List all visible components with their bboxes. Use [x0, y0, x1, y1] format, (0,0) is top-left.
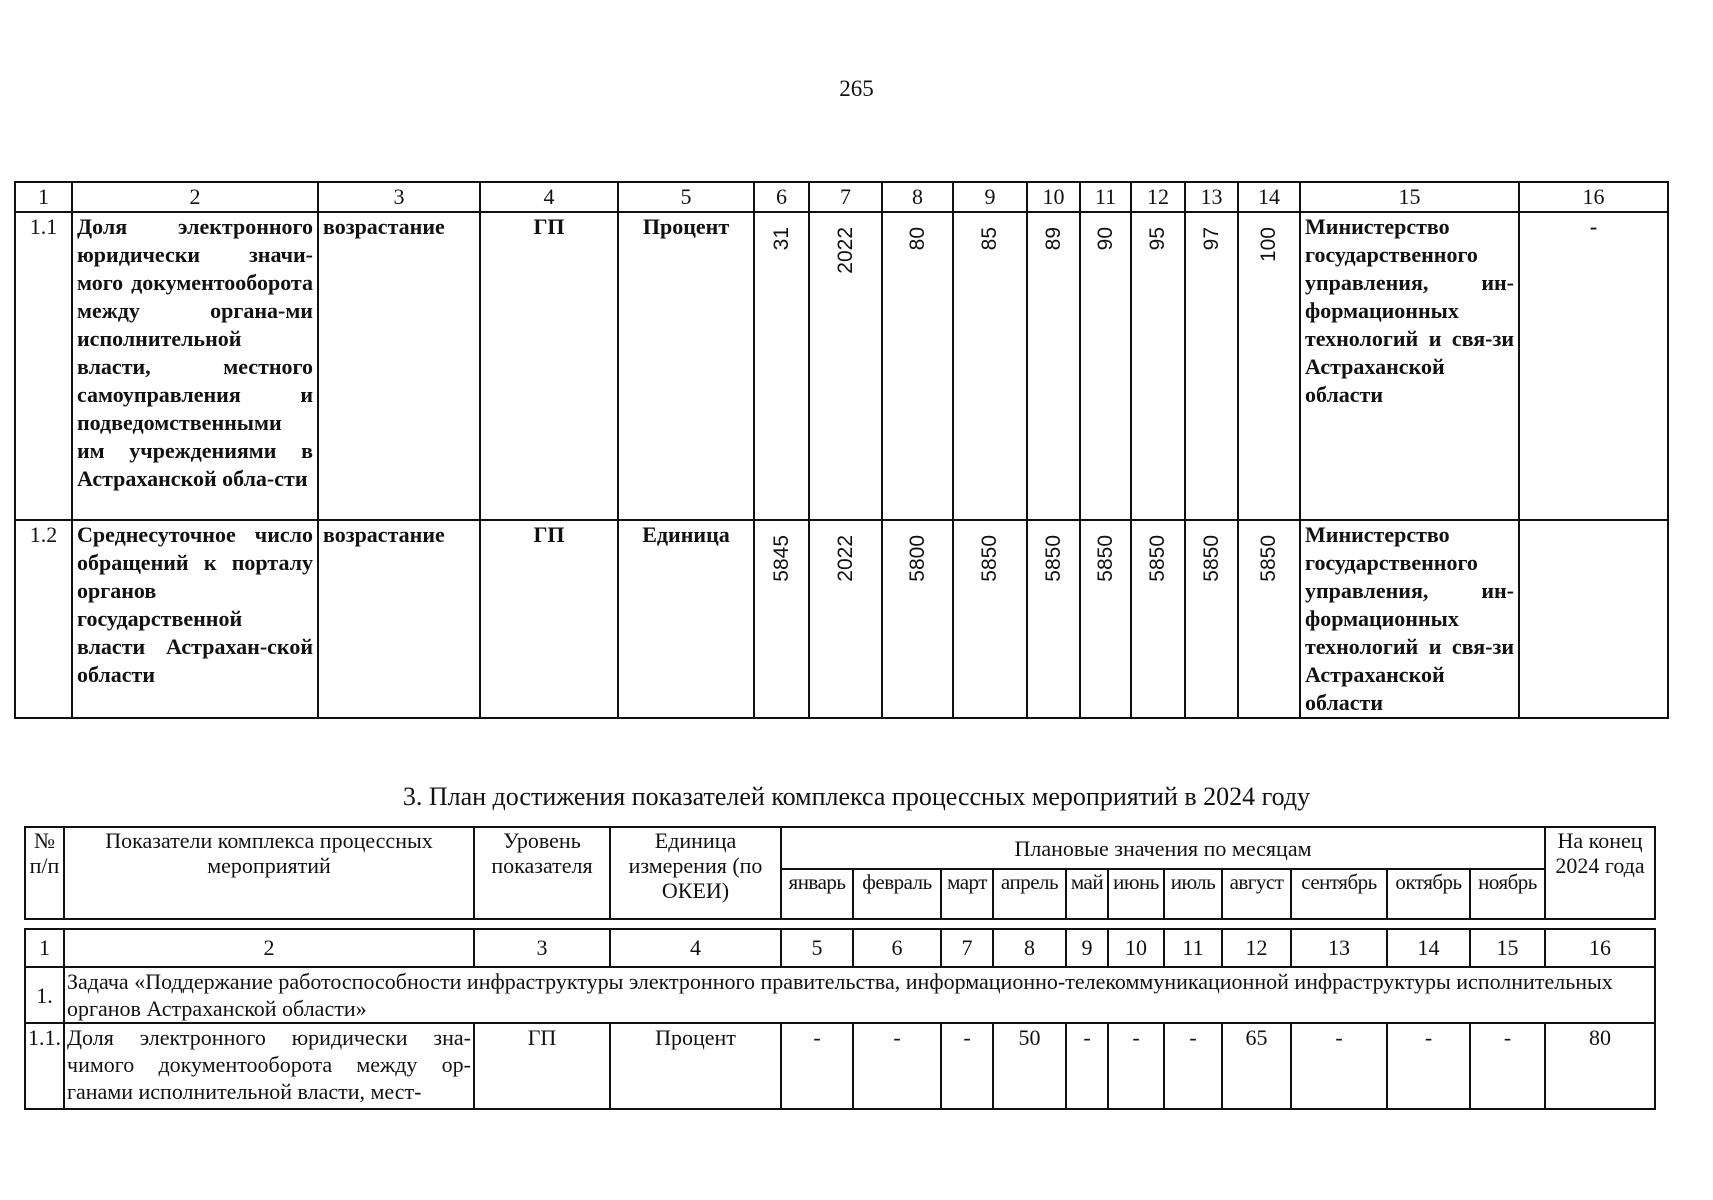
col-num: 10 — [1027, 182, 1080, 212]
value-col11: 90 — [1093, 227, 1117, 251]
plan-header-table — [24, 826, 1656, 920]
month-header: июнь — [1108, 869, 1164, 919]
col-num: 10 — [1108, 929, 1164, 967]
col-num: 7 — [809, 182, 882, 212]
indicator-name: Среднесуточное число обращений к порталу органов государственной власти Астрахан-ской области — [72, 520, 318, 718]
col-num: 9 — [1066, 929, 1108, 967]
responsible: Министерство государственного управления, ин-формационных технологий и свя-зи Астраханской области — [1300, 212, 1519, 520]
col-num: 7 — [941, 929, 993, 967]
col-num: 3 — [474, 929, 610, 967]
month-header: август — [1222, 869, 1291, 919]
month-value: - — [1108, 1023, 1164, 1109]
base-year: 2022 — [833, 227, 857, 274]
col-num: 2 — [64, 929, 474, 967]
value-col9: 85 — [978, 227, 1001, 251]
month-header: апрель — [993, 869, 1066, 919]
value-col11: 5850 — [1093, 535, 1117, 582]
col-num: 8 — [993, 929, 1066, 967]
value-col12: 95 — [1146, 227, 1169, 251]
col-num: 16 — [1519, 182, 1668, 212]
note — [1519, 520, 1668, 718]
month-value: - — [853, 1023, 941, 1109]
base-value: 31 — [769, 227, 793, 251]
direction: возрастание — [318, 520, 480, 718]
month-header: октябрь — [1387, 869, 1470, 919]
header-unit: Единица измерения (по ОКЕИ) — [610, 827, 781, 919]
month-value: 65 — [1222, 1023, 1291, 1109]
col-num: 9 — [953, 182, 1027, 212]
value-col14: 5850 — [1257, 535, 1280, 582]
col-num: 2 — [72, 182, 318, 212]
value-col8: 80 — [905, 227, 929, 251]
col-num: 14 — [1238, 182, 1300, 212]
header-end: На конец 2024 года — [1545, 827, 1655, 919]
value-col8: 5800 — [905, 535, 929, 582]
col-num: 6 — [853, 929, 941, 967]
column-number-row — [25, 929, 1655, 967]
month-value: - — [941, 1023, 993, 1109]
level: ГП — [474, 1023, 610, 1109]
note: - — [1519, 212, 1668, 520]
month-value: - — [1164, 1023, 1222, 1109]
row-number: 1.1 — [15, 212, 72, 520]
month-header: июль — [1164, 869, 1222, 919]
unit: Единица — [618, 520, 754, 718]
unit: Процент — [618, 212, 754, 520]
month-header: ноябрь — [1470, 869, 1545, 919]
value-col14: 100 — [1257, 227, 1280, 263]
value-col13: 97 — [1199, 227, 1223, 251]
header-planned: Плановые значения по месяцам — [781, 827, 1545, 869]
unit: Процент — [610, 1023, 781, 1109]
value-col13: 5850 — [1199, 535, 1223, 582]
month-header: май — [1066, 869, 1108, 919]
direction: возрастание — [318, 212, 480, 520]
row-number: 1.1. — [25, 1023, 64, 1109]
indicator-name: Доля электронного юридически значи-мого документооборота между органа-ми исполнительной власти, местного самоуправления и подведомственными им учреждениями в Астраханской обла-сти — [72, 212, 318, 520]
month-value: - — [781, 1023, 853, 1109]
month-header: февраль — [853, 869, 941, 919]
col-num: 12 — [1131, 182, 1185, 212]
col-num: 12 — [1222, 929, 1291, 967]
header-level: Уровень показателя — [474, 827, 610, 919]
col-num: 16 — [1545, 929, 1655, 967]
page-number: 265 — [839, 76, 874, 101]
col-num: 14 — [1387, 929, 1470, 967]
col-num: 8 — [882, 182, 953, 212]
task-text: Задача «Поддержание работоспособности инфраструктуры электронного правительства, информационно-телекоммуникационной инфраструктуры исполнительных органов Астраханской области» — [64, 967, 1655, 1023]
col-num: 13 — [1185, 182, 1238, 212]
plan-table — [24, 928, 1656, 1110]
table-row — [15, 520, 1668, 718]
value-col10: 89 — [1041, 227, 1065, 251]
responsible: Министерство государственного управления, ин-формационных технологий и свя-зи Астраханской области — [1300, 520, 1519, 718]
table-row — [15, 212, 1668, 520]
month-value: - — [1066, 1023, 1108, 1109]
col-num: 5 — [618, 182, 754, 212]
col-num: 5 — [781, 929, 853, 967]
col-num: 1 — [25, 929, 64, 967]
row-number: 1.2 — [15, 520, 72, 718]
header-indicator: Показатели комплекса процессных мероприятий — [64, 827, 474, 919]
indicators-table — [14, 181, 1669, 719]
col-num: 1 — [15, 182, 72, 212]
month-value: - — [1291, 1023, 1387, 1109]
value-col9: 5850 — [978, 535, 1001, 582]
table-row — [25, 1023, 1655, 1109]
column-number-row — [15, 182, 1668, 212]
month-header: январь — [781, 869, 853, 919]
task-row — [25, 967, 1655, 1023]
level: ГП — [480, 520, 618, 718]
header-num: № п/п — [25, 827, 64, 919]
task-number: 1. — [25, 967, 64, 1023]
base-year: 2022 — [833, 535, 857, 582]
col-num: 11 — [1080, 182, 1131, 212]
month-value: - — [1387, 1023, 1470, 1109]
indicator-name: Доля электронного юридически зна-чимого документооборота между ор-ганами исполнительной власти, мест- — [64, 1023, 474, 1109]
section-title: 3. План достижения показателей комплекса процессных мероприятий в 2024 году — [402, 782, 1311, 811]
col-num: 13 — [1291, 929, 1387, 967]
level: ГП — [480, 212, 618, 520]
month-value: - — [1470, 1023, 1545, 1109]
value-col12: 5850 — [1146, 535, 1169, 582]
col-num: 15 — [1470, 929, 1545, 967]
value-col10: 5850 — [1041, 535, 1065, 582]
col-num: 6 — [754, 182, 809, 212]
month-header: март — [941, 869, 993, 919]
col-num: 15 — [1300, 182, 1519, 212]
col-num: 3 — [318, 182, 480, 212]
base-value: 5845 — [769, 535, 793, 582]
col-num: 4 — [480, 182, 618, 212]
col-num: 11 — [1164, 929, 1222, 967]
end-value: 80 — [1545, 1023, 1655, 1109]
col-num: 4 — [610, 929, 781, 967]
month-value: 50 — [993, 1023, 1066, 1109]
month-header: сентябрь — [1291, 869, 1387, 919]
